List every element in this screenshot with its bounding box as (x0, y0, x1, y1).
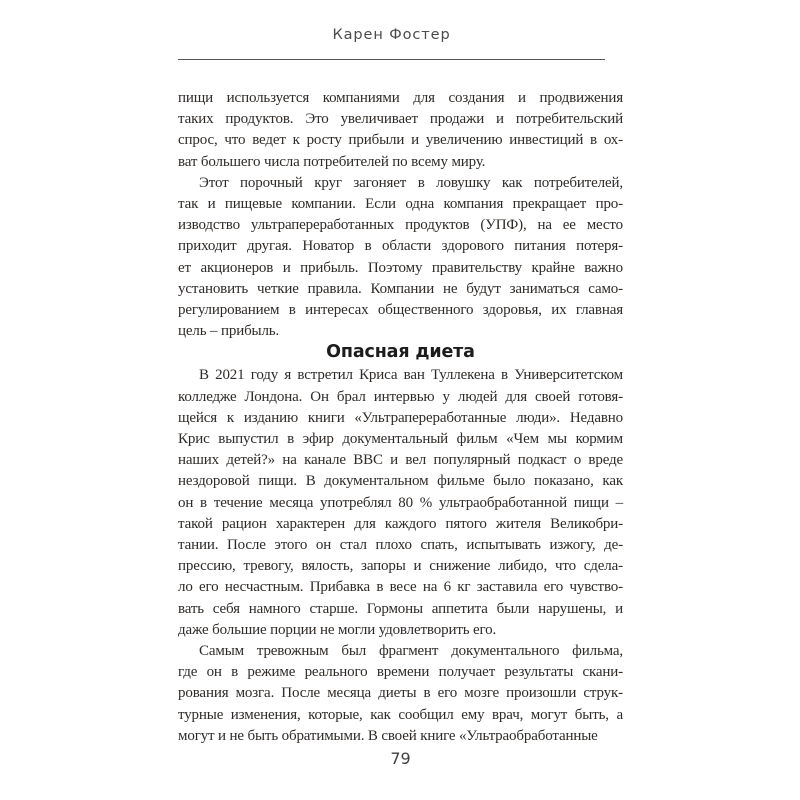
section-heading: Опасная диета (326, 342, 475, 363)
paragraph (178, 88, 623, 173)
text-line: могут и не быть обратимыми. В своей книге «Ультраобработанные (178, 727, 598, 744)
page-body (178, 88, 623, 747)
text-line: Крис выпустил в эфир документальный фильм «Чем мы кормим (178, 431, 623, 448)
page-number: 79 (390, 749, 411, 768)
text-line: колледже Лондона. Он брал интервью у людей для своей готовя- (178, 388, 623, 405)
paragraph-group-after-heading (178, 365, 623, 747)
text-line: пищи используется компаниями для создания и продвижения (178, 90, 623, 106)
paragraph (178, 641, 623, 747)
running-header: Карен Фостер (332, 27, 451, 43)
text-line: ват большего числа потребителей по всему миру. (178, 153, 486, 170)
text-line: регулированием в интересах общественного здоровья, их главная (178, 302, 623, 319)
text-line: приходит другая. Новатор в области здорового питания потеря- (178, 238, 623, 255)
text-line: тании. После этого он стал плохо спать, испытывать изжогу, де- (178, 537, 623, 554)
text-line: нездоровой пищи. В документальном фильме было показано, как (178, 473, 623, 490)
text-line: ло его несчастным. Прибавка в весе на 6 кг заставила его чувство- (178, 579, 623, 596)
paragraph (178, 173, 623, 343)
text-line: Самым тревожным был фрагмент документального фильма, (199, 643, 623, 660)
text-line: изводство ультрапереработанных продуктов (УПФ), на ее место (178, 217, 623, 234)
text-line: где он в режиме реального времени получает результаты скани- (178, 664, 623, 681)
text-line: прессию, тревогу, вялость, запоры и снижение либидо, что сдела- (178, 558, 623, 575)
text-line: так и пищевые компании. Если одна компания прекращает про- (178, 196, 623, 213)
text-line: такой рацион характерен для каждого пятого жителя Великобри- (178, 515, 623, 532)
text-line: ет акционеров и прибыль. Поэтому правительству крайне важно (178, 259, 623, 276)
text-line: установить четкие правила. Компании не будут заниматься само- (178, 280, 623, 297)
text-line: В 2021 году я встретил Криса ван Туллекена в Университетском (199, 367, 623, 384)
text-line: щейся к изданию книги «Ультрапереработанные люди». Недавно (178, 409, 623, 426)
text-line: наших детей?» на канале BBC и вел популярный подкаст о вреде (178, 452, 623, 469)
text-line: таких продуктов. Это увеличивает продажи и потребительский (178, 111, 623, 128)
paragraph (178, 365, 623, 641)
header-rule (178, 59, 605, 60)
text-line: вать себя намного старше. Гормоны аппетита были нарушены, и (178, 600, 623, 617)
text-line: Этот порочный круг загоняет в ловушку как потребителей, (199, 174, 623, 191)
text-line: рования мозга. После месяца диеты в его мозге произошли струк- (178, 685, 623, 702)
paragraph-group-before-heading (178, 88, 623, 342)
text-line: даже большие порции не могли удовлетворить его. (178, 621, 497, 638)
text-line: он в течение месяца употреблял 80 % ультраобработанной пищи – (178, 494, 623, 511)
text-line: цель – прибыль. (178, 323, 280, 340)
text-line: турные изменения, которые, как сообщил ему врач, могут быть, а (178, 706, 623, 723)
text-line: спрос, что ведет к росту прибыли и увеличению инвестиций в ох- (178, 132, 623, 149)
